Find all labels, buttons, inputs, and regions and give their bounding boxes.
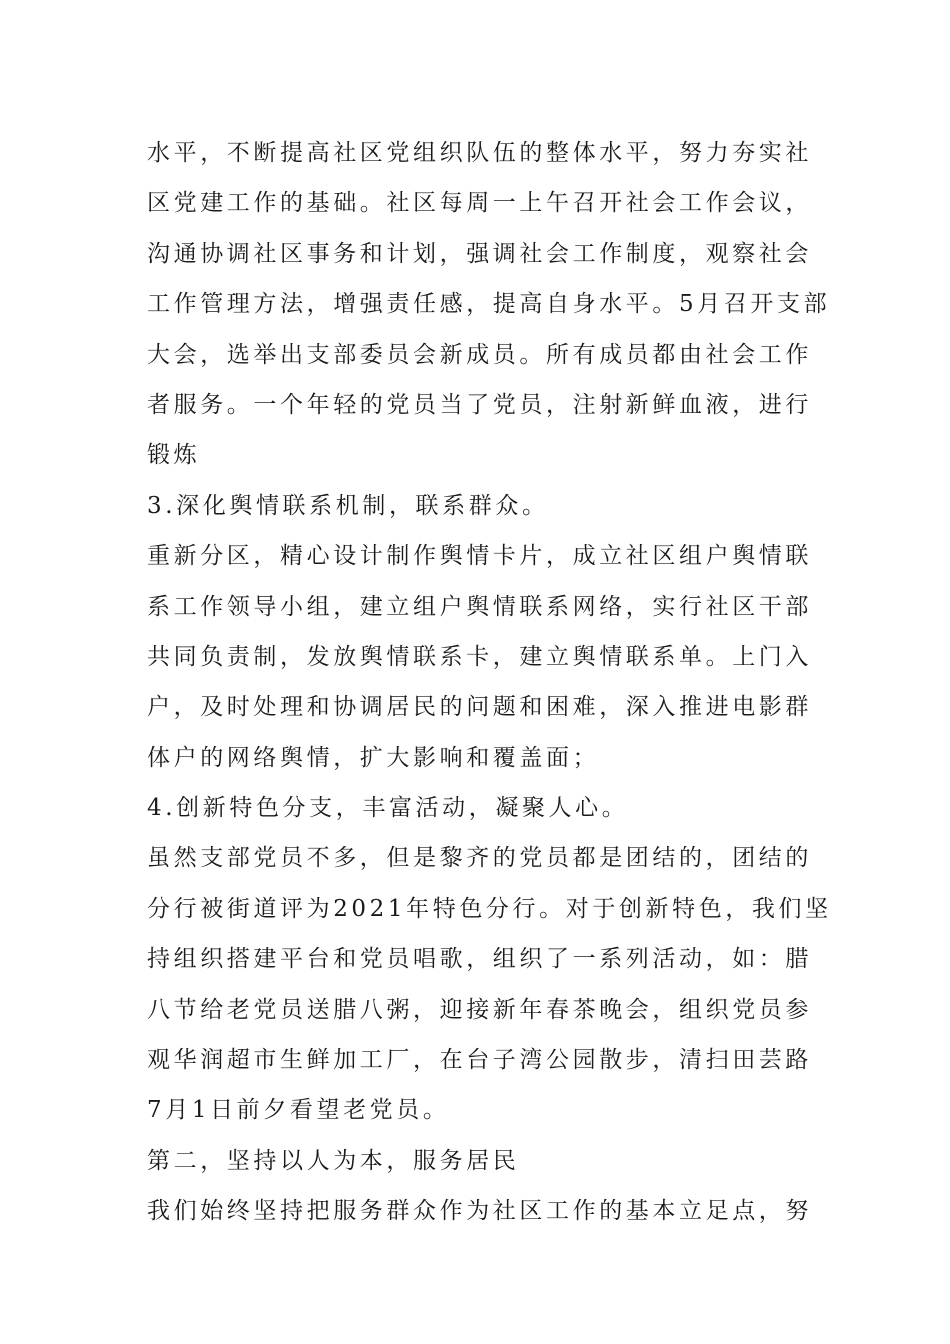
text-line: 我们始终坚持把服务群众作为社区工作的基本立足点，努 <box>147 1198 812 1225</box>
text-line: 八节给老党员送腊八粥，迎接新年春茶晚会，组织党员参 <box>147 996 812 1023</box>
text-line: 共同负责制，发放舆情联系卡，建立舆情联系单。上门入 <box>147 643 812 670</box>
text-line: 大会，选举出支部委员会新成员。所有成员都由社会工作 <box>147 341 812 368</box>
text-line: 锻炼 <box>147 442 201 469</box>
text-line: 系工作领导小组，建立组户舆情联系网络，实行社区干部 <box>147 593 812 620</box>
text-line: 区党建工作的基础。社区每周一上午召开社会工作会议， <box>147 190 812 217</box>
section-heading: 第二，坚持以人为本，服务居民 <box>147 1147 520 1174</box>
section-heading: 3.深化舆情联系机制，联系群众。 <box>147 492 549 519</box>
text-line: 分行被街道评为2021年特色分行。对于创新特色，我们坚 <box>147 895 832 922</box>
text-line: 户，及时处理和协调居民的问题和困难，深入推进电影群 <box>147 694 812 721</box>
text-line: 7月1日前夕看望老党员。 <box>147 1097 450 1124</box>
text-line: 体户的网络舆情，扩大影响和覆盖面； <box>147 744 600 771</box>
text-line: 重新分区，精心设计制作舆情卡片，成立社区组户舆情联 <box>147 543 812 570</box>
text-line: 沟通协调社区事务和计划，强调社会工作制度，观察社会 <box>147 240 812 267</box>
text-line: 水平，不断提高社区党组织队伍的整体水平，努力夯实社 <box>147 140 812 166</box>
text-line: 者服务。一个年轻的党员当了党员，注射新鲜血液，进行 <box>147 391 812 418</box>
section-heading: 4.创新特色分支，丰富活动，凝聚人心。 <box>147 795 629 822</box>
text-line: 持组织搭建平台和党员唱歌，组织了一系列活动，如：腊 <box>147 946 812 973</box>
text-line: 虽然支部党员不多，但是黎齐的党员都是团结的，团结的 <box>147 845 812 872</box>
text-line: 工作管理方法，增强责任感，提高自身水平。5月召开支部 <box>147 291 831 318</box>
document-body <box>147 128 832 1237</box>
text-line: 观华润超市生鲜加工厂，在台子湾公园散步，清扫田芸路 <box>147 1047 812 1074</box>
